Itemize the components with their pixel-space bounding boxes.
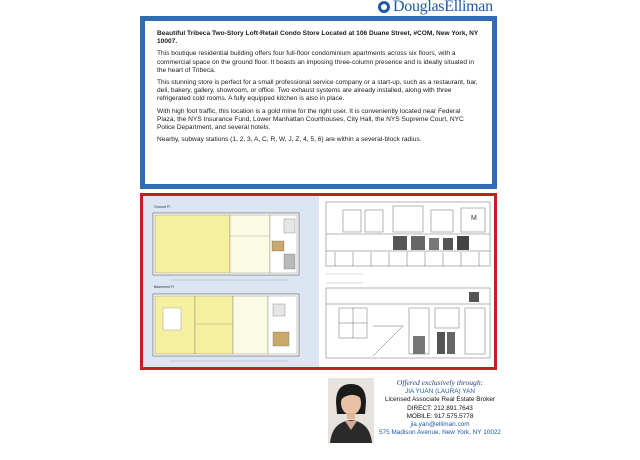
logo-mark-icon xyxy=(378,1,390,13)
listing-paragraph-3: With high foot traffic, this location is a gold mine for the right user. It is conveniently located near Federal Plaza, the NYS Insurance Fund, Lower Manhattan Courthouses, City Hall, the NYS Supreme Court, NYC Police Department, and several hotels. xyxy=(157,107,464,132)
svg-text:M: M xyxy=(471,215,477,222)
agent-photo xyxy=(328,378,374,443)
listing-title: Beautiful Tribeca Two-Story Loft-Retail Condo Store Located at 106 Duane Street, #COM, New York, NY 10007. xyxy=(157,30,479,46)
listing-paragraph-1: This boutique residential building offers four full-floor condominium apartments across six floors, with a commercial space on the ground floor. It boasts an imposing three-column presence and is ideally situated in the heart of Tribeca. xyxy=(157,50,475,74)
offered-through-label: Offered exclusively through: xyxy=(396,378,484,387)
floor-plans-image xyxy=(143,196,494,367)
agent-title: Licensed Associate Real Estate Broker xyxy=(384,396,496,404)
ground-floor-label: Ground Fl xyxy=(154,205,170,209)
agent-email-link[interactable]: jia.yan@elliman.com xyxy=(410,421,470,429)
agent-mobile-phone: MOBILE: 917.575.5778 xyxy=(406,412,474,420)
agent-portrait-image xyxy=(328,378,374,443)
agent-office-address: 575 Madison Avenue, New York, NY 10022 xyxy=(379,429,501,437)
logo-text: DouglasElliman xyxy=(393,0,493,15)
listing-paragraph-4: Nearby, subway stations (1, 2, 3, A, C, R, W, J, Z, 4, 5, 6) are within a several-block radius. xyxy=(157,136,422,144)
listing-description-box xyxy=(140,16,497,189)
listing-paragraph-2: This stunning store is perfect for a small professional service company or a start-up, such as a restaurant, bar, deli, bakery, gallery, showroom, or office. Two exhaust systems are already installed, along with three refrigerated cold rooms. A fully equipped kitchen is also in place. xyxy=(157,79,478,103)
agent-contact-block xyxy=(378,378,502,438)
floor-plans-panel xyxy=(140,193,497,370)
listing-description-content xyxy=(145,21,492,184)
douglas-elliman-logo xyxy=(378,0,493,14)
agent-name: JIA YUAN (LAURA) YAN xyxy=(405,388,475,395)
agent-direct-phone: DIRECT: 212.891.7643 xyxy=(407,404,473,412)
basement-floor-label: Basement Fl xyxy=(154,285,175,289)
